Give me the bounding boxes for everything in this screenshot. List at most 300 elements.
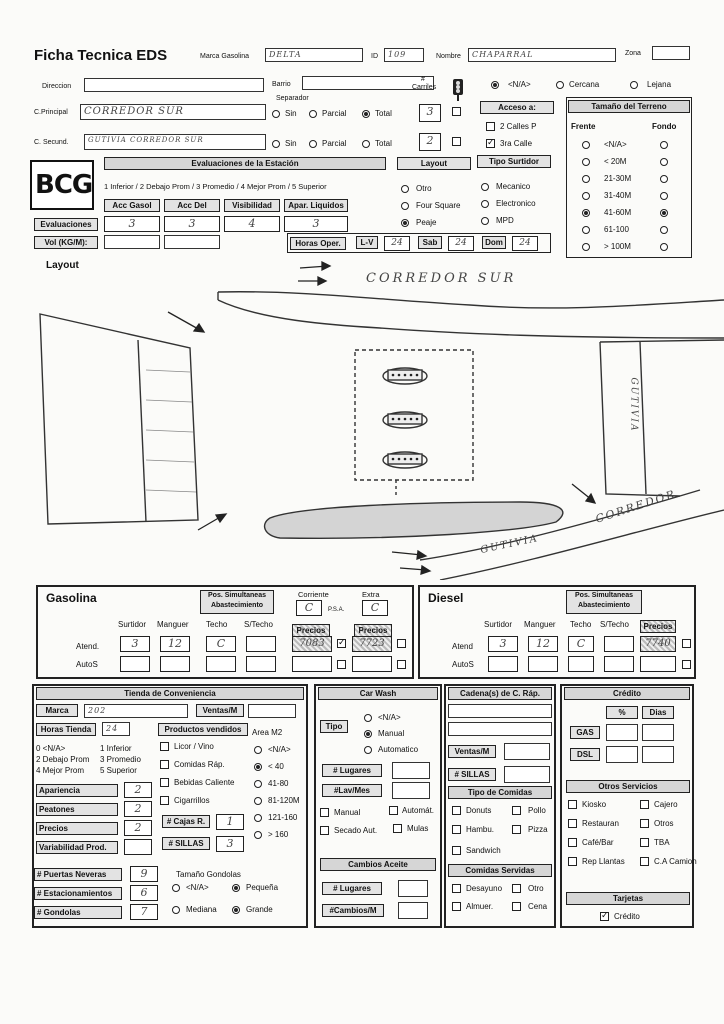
sep-principal-total-radio[interactable] — [362, 110, 370, 118]
cambios-lugares-label: # Lugares — [322, 882, 382, 895]
layout-header: Layout — [397, 157, 471, 170]
carriles-secund-field[interactable]: 2 — [419, 133, 441, 151]
terreno-fondo-label: Fondo — [652, 122, 677, 131]
cadenas-sillas-field[interactable] — [504, 766, 550, 783]
gasolina-precios-extra-header: Precios — [354, 624, 392, 637]
carwash-tipo-label: Tipo — [320, 720, 348, 733]
gasolina-atend-manguer[interactable]: 12 — [160, 636, 190, 652]
logo-text: BCG — [35, 170, 93, 200]
tienda-count-label: # Gondolas — [34, 906, 122, 919]
area-option-label: > 160 — [268, 830, 289, 839]
cadenas-name-field-2[interactable] — [448, 722, 552, 736]
vol-field-1[interactable] — [104, 235, 160, 249]
carriles-secund-checkbox[interactable] — [452, 137, 461, 146]
zona-label: Zona — [625, 50, 641, 57]
terreno-frente-radio[interactable] — [582, 192, 590, 200]
carwash-secado-label: Secado Aut. — [334, 826, 378, 835]
layout-otro-label: Otro — [416, 184, 432, 193]
area-radio[interactable] — [254, 763, 262, 771]
direccion-field[interactable] — [84, 78, 264, 92]
carwash-automat-check-label: Automát. — [402, 806, 435, 815]
comidas-servidas-header: Comidas Servidas — [448, 864, 552, 877]
servida-almuer-label: Almuer. — [466, 902, 494, 911]
vol-field-2[interactable] — [164, 235, 220, 249]
gasolina-precio-extra[interactable]: 7723 — [352, 636, 392, 652]
layout-peaje-label: Peaje — [416, 218, 437, 227]
gasolina-autos-label: AutoS — [76, 660, 98, 669]
eval-acc-del-field[interactable]: 3 — [164, 216, 220, 232]
evaluaciones-row-label: Evaluaciones — [34, 218, 98, 231]
tienda-scale-0: 0 <N/A> — [36, 744, 66, 753]
comida-pollo-checkbox[interactable] — [512, 806, 521, 815]
gondola-pequena-radio[interactable] — [232, 884, 240, 892]
carwash-manual-label: Manual — [378, 729, 405, 738]
servida-almuer-checkbox[interactable] — [452, 902, 461, 911]
otro-servicio-label: Otros — [654, 819, 674, 828]
cambios-mes-field[interactable] — [398, 902, 428, 919]
tienda-rating-field[interactable] — [124, 839, 152, 855]
tienda-count-field[interactable]: 6 — [130, 885, 158, 901]
gasolina-autos-precio-corriente[interactable] — [292, 656, 332, 672]
marca-label: Marca Gasolina — [200, 53, 250, 60]
tienda-count-field[interactable]: 7 — [130, 904, 158, 920]
tienda-horas-field[interactable]: 24 — [102, 722, 130, 736]
street-bottom-label: GUTIVIA — [479, 532, 540, 557]
terreno-option-label: 31-40M — [604, 191, 632, 200]
comida-donuts-label: Donuts — [466, 806, 492, 815]
eval-apar-liquidos-field[interactable]: 3 — [284, 216, 348, 232]
cajas-field[interactable]: 1 — [216, 814, 244, 830]
area-option-label: 41-80 — [268, 779, 289, 788]
gondola-mediana-radio[interactable] — [172, 906, 180, 914]
servida-otro-label: Otro — [528, 884, 544, 893]
tienda-rating-label: Precios — [36, 822, 118, 835]
tienda-count-label: # Estacionamientos — [34, 887, 122, 900]
cadenas-ventas-field[interactable] — [504, 743, 550, 760]
otro-servicio-checkbox[interactable] — [640, 819, 649, 828]
diesel-precio-checkbox[interactable] — [682, 639, 691, 648]
tienda-marca-label: Marca — [36, 704, 78, 717]
tienda-ventas-field[interactable] — [248, 704, 296, 718]
gondola-grande-radio[interactable] — [232, 906, 240, 914]
terreno-option-label: < 20M — [604, 157, 627, 166]
horas-label: Horas Oper. — [290, 237, 346, 250]
credito-dsl-dias[interactable] — [642, 746, 674, 763]
barrio-label: Barrio — [272, 81, 291, 88]
cprincipal-label: C.Principal — [34, 109, 68, 116]
id-field[interactable]: 109 — [384, 48, 424, 62]
credito-header: Crédito — [564, 687, 690, 700]
eval-col-acc-del: Acc Del — [164, 199, 220, 212]
carwash-manual-check-label: Manual — [334, 808, 361, 817]
tienda-sillas-field[interactable]: 3 — [216, 836, 244, 852]
gasolina-extra-field[interactable]: C — [362, 600, 388, 616]
ubicacion-na-radio[interactable] — [491, 81, 499, 89]
terreno-frente-radio[interactable] — [582, 141, 590, 149]
carwash-lugares-label: # Lugares — [322, 764, 382, 777]
cadenas-sillas-label: # SILLAS — [448, 768, 496, 781]
comida-donuts-checkbox[interactable] — [452, 806, 461, 815]
gasolina-atend-surtidor[interactable]: 3 — [120, 636, 150, 652]
horas-sab-label: Sab — [418, 236, 442, 249]
terreno-fondo-radio[interactable] — [660, 175, 668, 183]
sep-secund-total-label: Total — [375, 139, 392, 148]
comida-pizza-label: Pizza — [528, 825, 548, 834]
comida-hambu-label: Hambu. — [466, 825, 495, 834]
eval-visibilidad-field[interactable]: 4 — [224, 216, 280, 232]
ubicacion-lejana-radio[interactable] — [630, 81, 638, 89]
street-top-label: CORREDOR SUR — [366, 271, 517, 286]
producto-checkbox[interactable] — [160, 796, 169, 805]
terreno-option-label: 21-30M — [604, 174, 632, 183]
credito-gas-dias[interactable] — [642, 724, 674, 741]
area-option-label: <N/A> — [268, 745, 291, 754]
csecund-label: C. Secund. — [34, 139, 69, 146]
diesel-autos-label: AutoS — [452, 660, 474, 669]
otro-servicio-checkbox[interactable] — [640, 857, 649, 866]
diesel-atend-manguer[interactable]: 12 — [528, 636, 558, 652]
sep-secund-parcial-label: Parcial — [322, 139, 347, 148]
sep-principal-sin-radio[interactable] — [272, 110, 280, 118]
diesel-precios-header: Precios — [640, 620, 676, 633]
gasolina-precios-corriente-header: Precios — [292, 624, 330, 637]
diesel-autos-surtidor[interactable] — [488, 656, 518, 672]
otro-servicio-checkbox[interactable] — [568, 800, 577, 809]
terreno-option-label: <N/A> — [604, 140, 627, 149]
comida-pollo-label: Pollo — [528, 806, 546, 815]
sep-principal-sin-label: Sin — [285, 109, 297, 118]
carwash-lavmes-field[interactable] — [392, 782, 430, 799]
tienda-scale-1: 1 Inferior — [100, 744, 132, 753]
horas-dom-field[interactable]: 24 — [512, 236, 538, 251]
producto-label: Licor / Vino — [174, 742, 214, 751]
otro-servicio-label: C.A Camion — [654, 857, 697, 866]
gasolina-autos-manguer[interactable] — [160, 656, 190, 672]
horas-dom-label: Dom — [482, 236, 506, 249]
gasolina-autos-extra-checkbox[interactable] — [397, 660, 406, 669]
terreno-fondo-radio[interactable] — [660, 226, 668, 234]
credito-gas-label: GAS — [570, 726, 600, 739]
gasolina-autos-corriente-checkbox[interactable] — [337, 660, 346, 669]
tarjeta-credito-checkbox[interactable] — [600, 912, 609, 921]
gasolina-autos-stecho[interactable] — [246, 656, 276, 672]
gasolina-atend-techo[interactable]: C — [206, 636, 236, 652]
otro-servicio-checkbox[interactable] — [568, 857, 577, 866]
gasolina-col-stecho: S/Techo — [244, 620, 273, 629]
servida-desayuno-label: Desayuno — [466, 884, 503, 893]
carriles-label: # Carriles — [412, 76, 437, 91]
gondola-grande-label: Grande — [246, 905, 273, 914]
acceso-3ra-checkbox[interactable] — [486, 139, 495, 148]
direccion-label: Direccion — [42, 83, 72, 90]
layout-four-square-label: Four Square — [416, 201, 461, 210]
horas-lv-label: L-V — [356, 236, 378, 249]
terreno-option-label: 41-60M — [604, 208, 632, 217]
otro-servicio-checkbox[interactable] — [640, 838, 649, 847]
carriles-principal-field[interactable]: 3 — [419, 104, 441, 122]
ubicacion-lejana-label: Lejana — [647, 80, 672, 89]
cadenas-header: Cadena(s) de C. Ráp. — [448, 687, 552, 700]
tienda-marca-field[interactable]: 202 — [84, 704, 188, 718]
form-title: Ficha Tecnica EDS — [34, 47, 168, 64]
surtidor-electronico-radio[interactable] — [481, 200, 489, 208]
diesel-precio[interactable]: 7740 — [640, 636, 676, 652]
carwash-automatico-radio[interactable] — [364, 746, 372, 754]
terreno-frente-radio[interactable] — [582, 158, 590, 166]
credito-dias-label: Dias — [642, 706, 674, 719]
surtidor-mecanico-label: Mecanico — [496, 182, 531, 191]
cambios-lugares-field[interactable] — [398, 880, 428, 897]
diesel-atend-stecho[interactable] — [604, 636, 634, 652]
otro-servicio-label: Restauran — [582, 819, 619, 828]
diesel-col-surtidor: Surtidor — [484, 620, 513, 629]
tienda-rating-field[interactable]: 2 — [124, 782, 152, 798]
surtidor-mpd-label: MPD — [496, 216, 514, 225]
area-option-label: 121-160 — [268, 813, 298, 822]
marca-field[interactable]: DELTA — [265, 48, 363, 62]
gasolina-corriente-label: Corriente — [298, 590, 329, 599]
carwash-header: Car Wash — [318, 687, 438, 700]
terreno-frente-radio[interactable] — [582, 209, 590, 217]
eval-acc-gasol-field[interactable]: 3 — [104, 216, 160, 232]
terreno-frente-label: Frente — [571, 122, 596, 131]
cambios-mes-label: #Cambios/M — [322, 904, 384, 917]
nombre-label: Nombre — [436, 53, 461, 60]
otro-servicio-checkbox[interactable] — [568, 819, 577, 828]
bcg-logo — [30, 160, 94, 210]
gasolina-precio-corriente-checkbox[interactable] — [337, 639, 346, 648]
otro-servicio-label: Kiosko — [582, 800, 607, 809]
carwash-automat-checkbox[interactable] — [389, 806, 398, 815]
credito-dsl-pct[interactable] — [606, 746, 638, 763]
vol-label: Vol (KG/M): — [34, 236, 98, 249]
carwash-manual-checkbox[interactable] — [320, 808, 329, 817]
terreno-fondo-radio[interactable] — [660, 158, 668, 166]
layout-peaje-radio[interactable] — [401, 219, 409, 227]
comida-pizza-checkbox[interactable] — [512, 825, 521, 834]
diesel-autos-stecho[interactable] — [604, 656, 634, 672]
evaluaciones-header: Evaluaciones de la Estación — [104, 157, 386, 170]
terreno-frente-radio[interactable] — [582, 226, 590, 234]
tienda-count-label: # Puertas Neveras — [34, 868, 122, 881]
carwash-na-label: <N/A> — [378, 713, 401, 722]
servida-cena-checkbox[interactable] — [512, 902, 521, 911]
diesel-col-stecho: S/Techo — [600, 620, 629, 629]
cadenas-ventas-label: Ventas/M — [448, 745, 496, 758]
comida-sandwich-label: Sandwich — [466, 846, 501, 855]
tienda-scale-3: 3 Promedio — [100, 755, 141, 764]
ubicacion-cercana-radio[interactable] — [556, 81, 564, 89]
producto-checkbox[interactable] — [160, 760, 169, 769]
gasolina-atend-stecho[interactable] — [246, 636, 276, 652]
otros-servicios-header: Otros Servicios — [566, 780, 690, 793]
horas-lv-field[interactable]: 24 — [384, 236, 410, 251]
layout-four-square-radio[interactable] — [401, 202, 409, 210]
gasolina-precio-extra-checkbox[interactable] — [397, 639, 406, 648]
cajas-label: # Cajas R. — [162, 815, 210, 828]
tipo-comidas-header: Tipo de Comidas — [448, 786, 552, 799]
credito-dsl-label: DSL — [570, 748, 600, 761]
carwash-lugares-field[interactable] — [392, 762, 430, 779]
tienda-ventas-label: Ventas/M — [196, 704, 244, 717]
gondola-na-radio[interactable] — [172, 884, 180, 892]
diesel-autos-techo[interactable] — [568, 656, 594, 672]
eval-col-acc-gasol: Acc Gasol — [104, 199, 160, 212]
area-radio[interactable] — [254, 814, 262, 822]
acceso-3ra-label: 3ra Calle — [500, 139, 533, 148]
surtidor-mecanico-radio[interactable] — [481, 183, 489, 191]
gasolina-col-surtidor: Surtidor — [118, 620, 147, 629]
diesel-pos-header: Pos. Simultaneas Abastecimiento — [566, 590, 642, 614]
area-radio[interactable] — [254, 831, 262, 839]
gasolina-autos-techo[interactable] — [206, 656, 236, 672]
layout-sketch — [0, 250, 724, 580]
area-radio[interactable] — [254, 797, 262, 805]
diesel-atend-surtidor[interactable]: 3 — [488, 636, 518, 652]
horas-sab-field[interactable]: 24 — [448, 236, 474, 251]
street-right-label: CORREDOR — [593, 487, 678, 526]
cambios-header: Cambios Aceite — [320, 858, 436, 871]
carriles-principal-checkbox[interactable] — [452, 107, 461, 116]
carwash-mulas-checkbox[interactable] — [393, 824, 402, 833]
area-option-label: 81-120M — [268, 796, 300, 805]
otro-servicio-checkbox[interactable] — [640, 800, 649, 809]
layout-title: Layout — [46, 260, 79, 271]
productos-header: Productos vendidos — [158, 723, 248, 736]
area-option-label: < 40 — [268, 762, 284, 771]
gasolina-extra-label: Extra — [362, 590, 380, 599]
producto-checkbox[interactable] — [160, 742, 169, 751]
gondola-pequena-label: Pequeña — [246, 883, 279, 892]
separador-label: Separador — [276, 95, 309, 102]
otro-servicio-label: TBA — [654, 838, 670, 847]
tienda-rating-label: Apariencia — [36, 784, 118, 797]
gasolina-pos-header: Pos. Simultaneas Abastecimiento — [200, 590, 274, 614]
acceso-header: Acceso a: — [480, 101, 554, 114]
gondola-mediana-label: Mediana — [186, 905, 217, 914]
servida-otro-checkbox[interactable] — [512, 884, 521, 893]
otro-servicio-checkbox[interactable] — [568, 838, 577, 847]
traffic-light-icon — [448, 78, 468, 102]
ubicacion-cercana-label: Cercana — [569, 80, 600, 89]
sep-secund-total-radio[interactable] — [362, 140, 370, 148]
diesel-title: Diesel — [428, 591, 464, 605]
sep-secund-parcial-radio[interactable] — [309, 140, 317, 148]
tienda-rating-label: Peatones — [36, 803, 118, 816]
tienda-count-field[interactable]: 9 — [130, 866, 158, 882]
eval-col-visibilidad: Visibilidad — [224, 199, 280, 212]
servida-desayuno-checkbox[interactable] — [452, 884, 461, 893]
terreno-header: Tamaño del Terreno — [568, 100, 690, 113]
sep-secund-sin-radio[interactable] — [272, 140, 280, 148]
diesel-col-manguer: Manguer — [524, 620, 556, 629]
diesel-atend-techo[interactable]: C — [568, 636, 594, 652]
producto-label: Cigarrillos — [174, 796, 210, 805]
tienda-rating-label: Variabilidad Prod. — [36, 841, 118, 854]
otro-servicio-label: Café/Bar — [582, 838, 614, 847]
gasolina-corriente-field[interactable]: C — [296, 600, 322, 616]
gondolas-title: Tamaño Gondolas — [176, 870, 241, 879]
terreno-fondo-radio[interactable] — [660, 141, 668, 149]
acceso-2calles-label: 2 Calles P — [500, 122, 537, 131]
diesel-autos-checkbox[interactable] — [682, 660, 691, 669]
producto-label: Comidas Ráp. — [174, 760, 225, 769]
terreno-option-label: > 100M — [604, 242, 631, 251]
tienda-rating-field[interactable]: 2 — [124, 801, 152, 817]
layout-otro-radio[interactable] — [401, 185, 409, 193]
surtidor-mpd-radio[interactable] — [481, 217, 489, 225]
carwash-lavmes-label: #Lav/Mes — [322, 784, 382, 797]
terreno-fondo-radio[interactable] — [660, 209, 668, 217]
tienda-scale-4: 4 Mejor Prom — [36, 766, 85, 775]
gasolina-precio-corriente[interactable]: 7083 — [292, 636, 332, 652]
gasolina-autos-precio-extra[interactable] — [352, 656, 392, 672]
credito-gas-pct[interactable] — [606, 724, 638, 741]
evaluaciones-scale: 1 Inferior / 2 Debajo Prom / 3 Promedio / 4 Mejor Prom / 5 Superior — [104, 182, 327, 191]
comida-sandwich-checkbox[interactable] — [452, 846, 461, 855]
producto-checkbox[interactable] — [160, 778, 169, 787]
gasolina-psa-label: P.S.A. — [328, 607, 345, 613]
terreno-fondo-radio[interactable] — [660, 243, 668, 251]
gondola-na-label: <N/A> — [186, 883, 209, 892]
area-radio[interactable] — [254, 746, 262, 754]
csecund-field[interactable]: GUTIVIA CORREDOR SUR — [84, 134, 266, 150]
eval-col-apar-liquidos: Apar. Liquidos — [284, 199, 348, 212]
carwash-automatico-label: Automatico — [378, 745, 419, 754]
tienda-header: Tienda de Conveniencia — [36, 687, 304, 700]
carwash-mulas-label: Mulas — [407, 824, 429, 833]
terreno-frente-radio[interactable] — [582, 175, 590, 183]
zona-field[interactable] — [652, 46, 690, 60]
sep-principal-total-label: Total — [375, 109, 392, 118]
otro-servicio-label: Rep Llantas — [582, 857, 625, 866]
tienda-rating-field[interactable]: 2 — [124, 820, 152, 836]
nombre-field[interactable]: CHAPARRAL — [468, 48, 616, 62]
carwash-secado-checkbox[interactable] — [320, 826, 329, 835]
otro-servicio-label: Cajero — [654, 800, 678, 809]
gasolina-atend-label: Atend. — [76, 642, 100, 651]
tienda-sillas-label: # SILLAS — [162, 837, 210, 850]
gasolina-title: Gasolina — [46, 591, 97, 605]
id-label: ID — [371, 53, 378, 60]
terreno-fondo-radio[interactable] — [660, 192, 668, 200]
carwash-manual-radio[interactable] — [364, 730, 372, 738]
carwash-na-radio[interactable] — [364, 714, 372, 722]
sep-principal-parcial-radio[interactable] — [309, 110, 317, 118]
diesel-autos-manguer[interactable] — [528, 656, 558, 672]
cadenas-name-field-1[interactable] — [448, 704, 552, 718]
comida-hambu-checkbox[interactable] — [452, 825, 461, 834]
tipo-surtidor-header: Tipo Surtidor — [477, 155, 551, 168]
terreno-frente-radio[interactable] — [582, 243, 590, 251]
surtidor-electronico-label: Electronico — [496, 199, 536, 208]
acceso-2calles-checkbox[interactable] — [486, 122, 495, 131]
gasolina-col-techo: Techo — [206, 620, 228, 629]
diesel-atend-label: Atend — [452, 642, 473, 651]
credito-pct-label: % — [606, 706, 638, 719]
gasolina-autos-surtidor[interactable] — [120, 656, 150, 672]
tienda-scale-2: 2 Debajo Prom — [36, 755, 90, 764]
tienda-horas-label: Horas Tienda — [36, 723, 96, 736]
area-radio[interactable] — [254, 780, 262, 788]
diesel-col-techo: Techo — [570, 620, 592, 629]
cprincipal-field[interactable]: CORREDOR SUR — [80, 104, 266, 120]
sep-secund-sin-label: Sin — [285, 139, 297, 148]
diesel-autos-precio[interactable] — [640, 656, 676, 672]
terreno-option-label: 61-100 — [604, 225, 629, 234]
area-label: Area M2 — [252, 728, 283, 737]
tarjeta-credito-label: Crédito — [614, 912, 640, 921]
